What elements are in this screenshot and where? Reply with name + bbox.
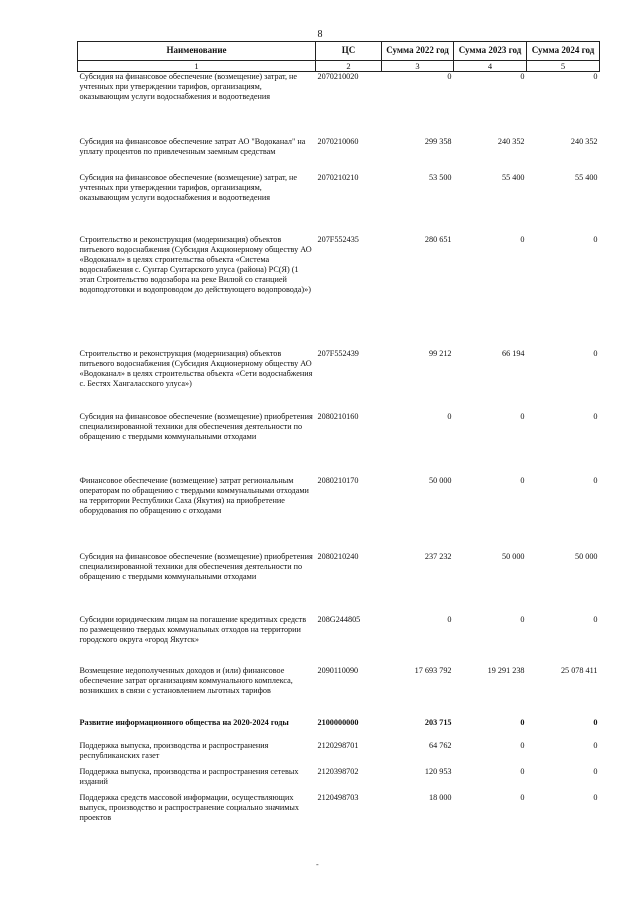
row-sum-2023: 0 (520, 411, 525, 421)
table-row (78, 173, 600, 235)
row-sum-2022: 280 651 (424, 234, 452, 244)
table-row (78, 741, 600, 767)
row-name: Субсидия на финансовое обеспечение (возмещение) затрат, не учтенных при утверждении тарифов, организациям, оказывающим услуги водоснабжения и водоотведения (79, 72, 298, 102)
row-sum-2024: 0 (593, 348, 598, 358)
row-sum-2023: 0 (520, 740, 525, 750)
row-code: 2120398702 (317, 766, 359, 776)
row-name: Поддержка средств массовой информации, осуществляющих выпуск, производство и распространение социально значимых проектов (79, 792, 300, 822)
row-sum-2023: 0 (520, 72, 525, 82)
row-sum-2024: 0 (593, 740, 598, 750)
table-body (78, 72, 600, 831)
row-sum-2023: 0 (520, 717, 525, 727)
row-sum-2022: 237 232 (424, 551, 452, 561)
row-sum-2022: 0 (447, 411, 452, 421)
header-sum-2024: Сумма 2024 год (527, 42, 600, 61)
row-sum-2022: 64 762 (428, 740, 452, 750)
table-row (78, 666, 600, 718)
row-code: 2090110090 (317, 665, 359, 675)
row-name: Субсидии юридическим лицам на погашение кредитных средств по размещению твердых коммунальных отходов на территории городского округа «город Якутск» (79, 614, 307, 644)
page-number: 8 (317, 29, 323, 40)
row-sum-2023: 19 291 238 (487, 665, 525, 675)
row-sum-2022: 203 715 (424, 717, 452, 727)
row-code: 2080210240 (317, 551, 359, 561)
header-sum-2023: Сумма 2023 год (454, 42, 527, 61)
row-sum-2023: 0 (520, 792, 525, 802)
row-sum-2022: 50 000 (428, 475, 452, 485)
row-sum-2024: 0 (593, 475, 598, 485)
table-row (78, 615, 600, 666)
table-row (78, 552, 600, 615)
row-sum-2024: 50 000 (574, 551, 598, 561)
row-sum-2022: 18 000 (428, 792, 452, 802)
table-row (78, 476, 600, 552)
row-code: 2070210210 (317, 172, 359, 182)
row-sum-2024: 0 (593, 614, 598, 624)
table-row (78, 72, 600, 137)
row-sum-2023: 0 (520, 614, 525, 624)
column-number: 3 (382, 60, 454, 71)
row-name: Субсидия на финансовое обеспечение (возмещение) затрат, не учтенных при утверждении тарифов, организациям, оказывающим услуги водоснабжения и водоотведения (79, 172, 298, 202)
row-sum-2024: 0 (593, 717, 598, 727)
table-row (78, 235, 600, 349)
row-sum-2022: 120 953 (424, 766, 452, 776)
row-code: 208G244805 (317, 614, 361, 624)
row-code: 2100000000 (317, 717, 359, 727)
row-sum-2023: 240 352 (497, 136, 525, 146)
column-number: 4 (454, 60, 527, 71)
row-code: 2080210160 (317, 411, 359, 421)
row-code: 2070210020 (317, 72, 359, 82)
row-name: Строительство и реконструкция (модернизация) объектов питьевого водоснабжения (Субсидия Акционерному обществу АО «Водоканал» в целях строительства объекта «Сети водоснабжения с. Бестях Хангаласского улуса») (79, 348, 313, 388)
column-number: 5 (527, 60, 600, 71)
row-name: Финансовое обеспечение (возмещение) затрат региональным операторам по обращению с твердыми коммунальными отходами на территории Республики Саха (Якутия) на приобретение оборудования по обращению с отходами (79, 475, 309, 515)
row-name: Субсидия на финансовое обеспечение затрат АО "Водоканал" на уплату процентов по привлеченным заемным средствам (79, 136, 306, 156)
row-code: 2080210170 (317, 475, 359, 485)
row-sum-2024: 55 400 (574, 172, 598, 182)
table-row (78, 718, 600, 741)
row-sum-2024: 25 078 411 (560, 665, 598, 675)
table-row (78, 412, 600, 476)
row-sum-2023: 50 000 (501, 551, 525, 561)
row-sum-2022: 99 212 (428, 348, 452, 358)
row-code: 207F552435 (317, 234, 359, 244)
row-name: Субсидия на финансовое обеспечение (возмещение) приобретения специализированной техники для обеспечения деятельности по обращению с твердыми коммунальными отходами (79, 411, 313, 441)
table-row (78, 137, 600, 173)
table-row (78, 793, 600, 831)
row-sum-2024: 0 (593, 792, 598, 802)
row-sum-2024: 0 (593, 766, 598, 776)
header-row (78, 42, 600, 61)
row-sum-2022: 0 (447, 72, 452, 82)
row-name: Субсидия на финансовое обеспечение (возмещение) приобретения специализированной техники для обеспечения деятельности по обращению с твердыми коммунальными отходами (79, 551, 313, 581)
footer-mark: - (316, 860, 319, 869)
row-name: Возмещение недополученных доходов и (или) финансовое обеспечение затрат организациям коммунального комплекса, возникших в связи с установлением льготных тарифов (79, 665, 293, 695)
row-sum-2022: 53 500 (428, 172, 452, 182)
table-row (78, 349, 600, 412)
row-name: Развитие информационного общества на 2020-2024 годы (79, 717, 289, 727)
row-name: Строительство и реконструкция (модернизация) объектов питьевого водоснабжения (Субсидия Акционерному обществу АО «Водоканал» в целях строительства объекта «Система водоснабжения с. Сунтар Сунтарского улуса (района) РС(Я) (1 этап Строительство водозабора на реке Вилюй со станцией водоподготовки и водопроводом до действующего водопровода)») (79, 234, 312, 294)
row-sum-2022: 17 693 792 (414, 665, 452, 675)
row-sum-2022: 299 358 (424, 136, 452, 146)
table-row (78, 767, 600, 793)
row-sum-2024: 0 (593, 72, 598, 82)
row-sum-2023: 0 (520, 475, 525, 485)
row-code: 207F552439 (317, 348, 359, 358)
row-sum-2023: 0 (520, 766, 525, 776)
header-code: ЦС (316, 42, 382, 61)
row-name: Поддержка выпуска, производства и распространения республиканских газет (79, 740, 269, 760)
row-sum-2024: 0 (593, 234, 598, 244)
row-code: 2120298701 (317, 740, 359, 750)
column-number: 1 (78, 60, 316, 71)
column-number-row (78, 60, 600, 71)
row-code: 2070210060 (317, 136, 359, 146)
column-number: 2 (316, 60, 382, 71)
row-sum-2023: 66 194 (501, 348, 525, 358)
header-sum-2022: Сумма 2022 год (382, 42, 454, 61)
header-name: Наименование (78, 42, 316, 61)
budget-table (77, 41, 600, 831)
row-sum-2023: 55 400 (501, 172, 525, 182)
row-code: 2120498703 (317, 792, 359, 802)
row-sum-2024: 0 (593, 411, 598, 421)
row-name: Поддержка выпуска, производства и распространения сетевых изданий (79, 766, 299, 786)
row-sum-2023: 0 (520, 234, 525, 244)
row-sum-2022: 0 (447, 614, 452, 624)
row-sum-2024: 240 352 (570, 136, 598, 146)
